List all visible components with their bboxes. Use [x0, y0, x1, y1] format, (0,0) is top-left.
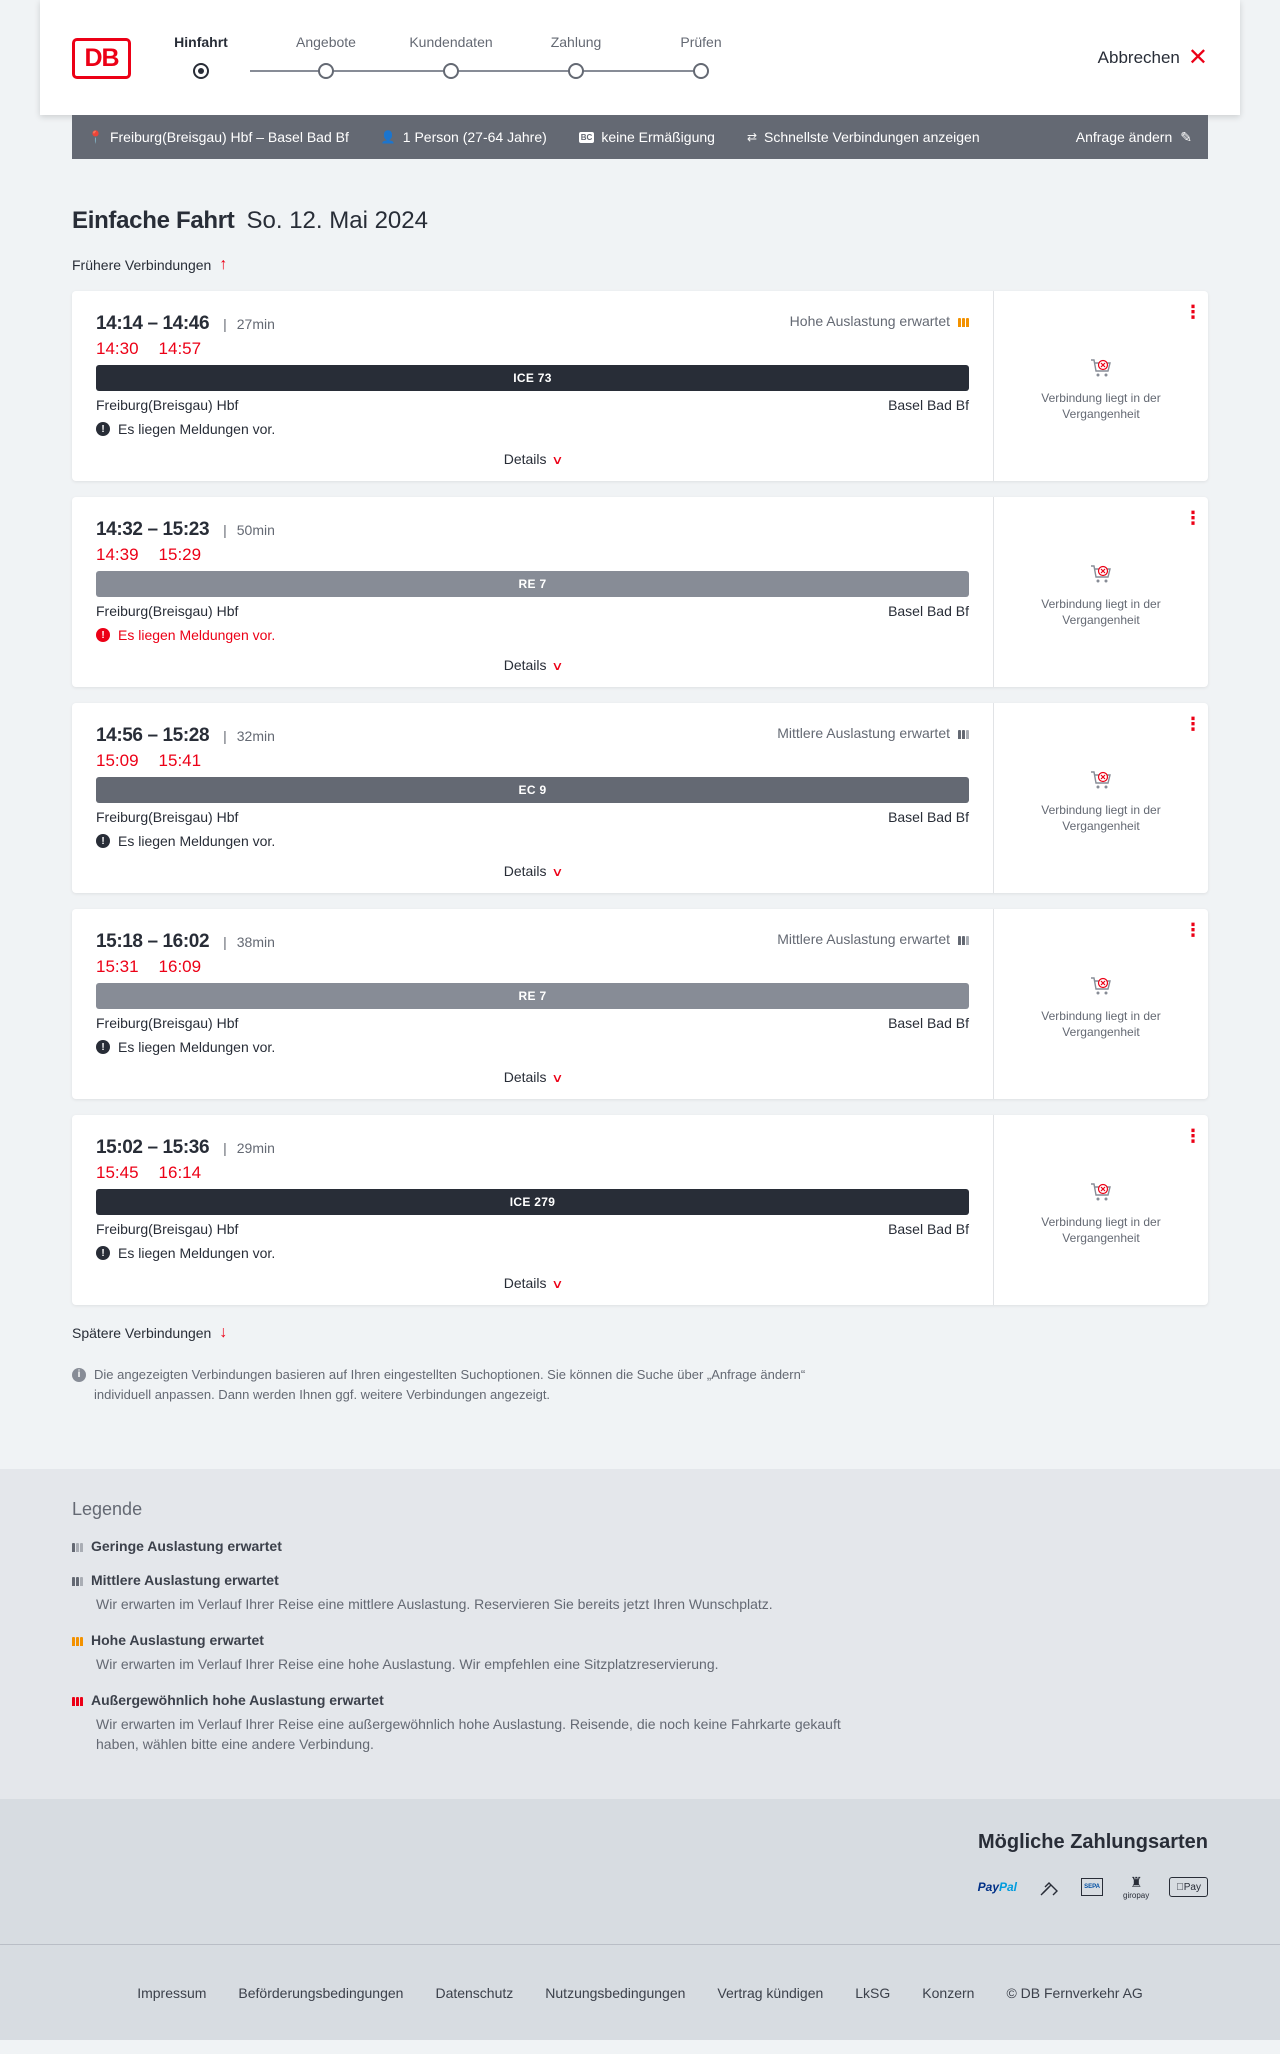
legend-list — [72, 1538, 1208, 1754]
realtime-departure: 14:39 — [96, 545, 139, 564]
chevron-down-icon: ∨ — [550, 659, 564, 673]
arrival-station: Basel Bad Bf — [888, 1221, 969, 1237]
occupancy-text: Mittlere Auslastung erwartet — [777, 725, 950, 741]
footer-link[interactable]: LkSG — [855, 1984, 891, 2001]
apple-pay-icon — [1169, 1877, 1208, 1897]
pencil-icon: ✎ — [1180, 128, 1192, 145]
header — [40, 0, 1240, 115]
realtime-arrival: 16:09 — [158, 957, 202, 976]
step-angebote[interactable] — [266, 34, 386, 79]
footer-link: © DB Fernverkehr AG — [1006, 1984, 1143, 2001]
connection-details — [72, 703, 994, 893]
sepa-icon: SEPA — [1081, 1873, 1103, 1901]
train-bar[interactable]: EC 9 — [96, 777, 969, 803]
info-text: Die angezeigten Verbindungen basieren auf Ihren eingestellten Suchoptionen. Sie können die Suche über „Anfrage ändern“ individuell anpassen. Dann werden Ihnen ggf. weitere Verbindungen angezeigt. — [94, 1367, 806, 1402]
footer-link[interactable]: Beförderungsbedingungen — [238, 1984, 404, 2001]
passenger-text: 1 Person (27-64 Jahre) — [402, 129, 547, 145]
step-dot — [568, 63, 584, 79]
booking-panel — [994, 497, 1208, 687]
realtime-departure: 15:45 — [96, 1163, 139, 1182]
later-connections-link[interactable] — [72, 1323, 1208, 1343]
train-bar[interactable]: RE 7 — [96, 571, 969, 597]
occupancy-indicator — [790, 313, 969, 329]
step-label: Zahlung — [550, 34, 602, 50]
person-icon: 👤 — [380, 130, 396, 144]
swap-arrows-icon: ⇄ — [746, 130, 758, 144]
occupancy-indicator — [777, 725, 969, 741]
stations — [96, 1221, 969, 1239]
search-summary-bar — [72, 115, 1208, 159]
arrival-station: Basel Bad Bf — [888, 397, 969, 413]
message-text: Es liegen Meldungen vor. — [118, 833, 276, 849]
discount-text: keine Ermäßigung — [601, 129, 715, 145]
legend-title: Legende — [72, 1499, 143, 1519]
credit-card-hand-icon — [1037, 1873, 1061, 1901]
arrival-station: Basel Bad Bf — [888, 1015, 969, 1031]
connection-card[interactable] — [72, 703, 1208, 893]
chevron-down-icon: ∨ — [550, 1071, 564, 1085]
booking-panel — [994, 909, 1208, 1099]
step-dot — [443, 63, 459, 79]
duration: 29min — [236, 1140, 275, 1156]
booking-panel — [994, 1115, 1208, 1305]
realtime-arrival: 16:14 — [158, 1163, 202, 1182]
realtime-arrival: 15:41 — [158, 751, 202, 770]
legend-item — [72, 1632, 1208, 1674]
connection-list — [72, 291, 1208, 1305]
connection-card[interactable] — [72, 909, 1208, 1099]
train-bar[interactable]: RE 7 — [96, 983, 969, 1009]
details-label: Details — [503, 1275, 547, 1291]
passenger-summary — [381, 129, 547, 145]
departure-station: Freiburg(Breisgau) Hbf — [96, 397, 239, 413]
realtime-times — [96, 749, 969, 773]
message-notice — [96, 420, 969, 438]
connection-card[interactable] — [72, 1115, 1208, 1305]
trip-date: So. 12. Mai 2024 — [246, 207, 428, 234]
info-note — [72, 1365, 852, 1405]
planned-time-range: 14:32 – 15:23 — [96, 519, 210, 540]
legend-item-label: Außergewöhnlich hohe Auslastung erwartet — [91, 1692, 384, 1708]
occupancy-mid-icon — [958, 727, 969, 739]
connection-details — [72, 291, 994, 481]
trip-type: Einfache Fahrt — [72, 207, 235, 234]
realtime-times — [96, 337, 969, 361]
chevron-down-icon: ∨ — [550, 865, 564, 879]
departure-station: Freiburg(Breisgau) Hbf — [96, 603, 239, 619]
realtime-arrival: 14:57 — [158, 339, 202, 358]
step-dot — [318, 63, 334, 79]
exclamation-icon: ! — [96, 628, 110, 642]
message-notice — [96, 832, 969, 850]
past-connection-text: Verbindung liegt in der Vergangenheit — [1041, 391, 1161, 421]
realtime-times — [96, 543, 969, 567]
legend-item — [72, 1692, 1208, 1754]
planned-times — [96, 1135, 969, 1161]
separator: | — [223, 1140, 227, 1156]
booking-panel — [994, 703, 1208, 893]
legend — [0, 1469, 1280, 1799]
past-connection-text: Verbindung liegt in der Vergangenheit — [1041, 597, 1161, 627]
legend-item-label: Mittlere Auslastung erwartet — [91, 1572, 279, 1588]
message-text: Es liegen Meldungen vor. — [118, 421, 276, 437]
legend-item-title — [72, 1692, 1208, 1708]
more-options-icon[interactable]: ⋮ — [1184, 920, 1202, 940]
separator: | — [223, 522, 227, 538]
paypal-text-b: Pal — [999, 1880, 1018, 1894]
paypal-icon — [978, 1873, 1017, 1901]
cart-unavailable-icon — [1089, 768, 1113, 792]
step-kundendaten[interactable] — [391, 34, 511, 79]
payment-icons — [978, 1873, 1208, 1901]
details-toggle[interactable] — [72, 863, 993, 879]
train-bar[interactable]: ICE 73 — [96, 365, 969, 391]
footer-link[interactable]: Nutzungsbedingungen — [545, 1984, 686, 2001]
occupancy-indicator — [777, 931, 969, 947]
stations — [96, 397, 969, 415]
past-connection-text: Verbindung liegt in der Vergangenheit — [1041, 803, 1161, 833]
exclamation-icon: ! — [96, 422, 110, 436]
search-option-text: Schnellste Verbindungen anzeigen — [764, 129, 980, 145]
apple-pay-text: Pay — [1183, 1881, 1201, 1893]
duration: 38min — [236, 934, 275, 950]
route-text: Freiburg(Breisgau) Hbf – Basel Bad Bf — [109, 129, 349, 145]
edit-query-label: Anfrage ändern — [1075, 129, 1173, 145]
search-option-summary — [747, 129, 980, 145]
more-options-icon[interactable]: ⋮ — [1184, 508, 1202, 528]
message-notice — [96, 626, 969, 644]
planned-time-range: 15:18 – 16:02 — [96, 931, 210, 952]
more-options-icon[interactable]: ⋮ — [1184, 1126, 1202, 1146]
legend-item-title — [72, 1632, 1208, 1648]
arrow-up-icon: ↑ — [219, 256, 228, 273]
exclamation-icon: ! — [96, 1246, 110, 1260]
planned-times — [96, 517, 969, 543]
details-toggle[interactable] — [72, 1275, 993, 1291]
occupancy-low-icon — [72, 1540, 83, 1552]
db-logo[interactable]: DB — [72, 38, 131, 79]
later-connections-label: Spätere Verbindungen — [72, 1325, 212, 1341]
legend-item-label: Geringe Auslastung erwartet — [91, 1538, 282, 1554]
legend-item-title — [72, 1538, 1208, 1554]
occupancy-high-icon — [72, 1634, 83, 1646]
step-label: Hinfahrt — [174, 34, 228, 50]
past-connection-text: Verbindung liegt in der Vergangenheit — [1041, 1009, 1161, 1039]
close-icon: ✕ — [1187, 44, 1208, 71]
step-dot — [693, 63, 709, 79]
occupancy-text: Hohe Auslastung erwartet — [789, 313, 950, 329]
separator: | — [223, 934, 227, 950]
train-bar[interactable]: ICE 279 — [96, 1189, 969, 1215]
discount-summary — [579, 129, 715, 145]
earlier-connections-label: Frühere Verbindungen — [72, 257, 212, 273]
booking-stepper — [174, 34, 722, 84]
arrival-station: Basel Bad Bf — [888, 809, 969, 825]
details-toggle[interactable] — [72, 1069, 993, 1085]
legend-item-description: Wir erwarten im Verlauf Ihrer Reise eine außergewöhnlich hohe Auslastung. Reisende, die noch keine Fahrkarte gekauft haben, wählen bitte eine andere Verbindung. — [96, 1716, 841, 1752]
connection-card[interactable] — [72, 497, 1208, 687]
stations — [96, 809, 969, 827]
planned-time-range: 14:14 – 14:46 — [96, 313, 210, 334]
departure-station: Freiburg(Breisgau) Hbf — [96, 809, 239, 825]
details-label: Details — [503, 863, 547, 879]
footer-link[interactable]: Impressum — [137, 1984, 207, 2001]
cancel-button[interactable] — [1097, 44, 1208, 71]
legend-item — [72, 1572, 1208, 1614]
separator: | — [223, 728, 227, 744]
realtime-times — [96, 955, 969, 979]
details-toggle[interactable] — [72, 657, 993, 673]
giropay-symbol: ♜ — [1129, 1874, 1143, 1890]
legend-item-description: Wir erwarten im Verlauf Ihrer Reise eine hohe Auslastung. Wir empfehlen eine Sitzplatzreservierung. — [96, 1656, 719, 1672]
stations — [96, 1015, 969, 1033]
duration: 32min — [236, 728, 275, 744]
earlier-connections-link[interactable] — [72, 255, 1208, 275]
departure-station: Freiburg(Breisgau) Hbf — [96, 1015, 239, 1031]
legend-item-title — [72, 1572, 1208, 1588]
realtime-times — [96, 1161, 969, 1185]
details-label: Details — [503, 657, 547, 673]
location-pin-icon: 📍 — [88, 130, 103, 144]
cart-unavailable-icon — [1089, 1180, 1113, 1204]
giropay-text: giropay — [1123, 1891, 1150, 1900]
cart-unavailable-icon — [1089, 974, 1113, 998]
connection-details — [72, 497, 994, 687]
step-label: Prüfen — [680, 34, 722, 50]
footer-link[interactable]: Vertrag kündigen — [717, 1984, 824, 2001]
giropay-icon — [1123, 1873, 1149, 1901]
step-pruefen[interactable] — [641, 34, 761, 79]
duration: 50min — [236, 522, 275, 538]
paypal-text-a: Pay — [977, 1880, 999, 1894]
bahncard-icon: BC — [580, 132, 593, 142]
planned-time-range: 15:02 – 15:36 — [96, 1137, 210, 1158]
message-notice — [96, 1038, 969, 1056]
connection-details — [72, 1115, 994, 1305]
legend-item-description: Wir erwarten im Verlauf Ihrer Reise eine mittlere Auslastung. Reservieren Sie bereits jetzt Ihren Wunschplatz. — [96, 1596, 773, 1612]
message-notice — [96, 1244, 969, 1262]
more-options-icon[interactable]: ⋮ — [1184, 302, 1202, 322]
payment-title: Mögliche Zahlungsarten — [977, 1831, 1208, 1853]
footer — [0, 1944, 1280, 2040]
details-toggle[interactable] — [72, 451, 993, 467]
occupancy-mid-icon — [72, 1574, 83, 1586]
cancel-label: Abbrechen — [1097, 48, 1180, 67]
duration: 27min — [236, 316, 275, 332]
details-label: Details — [503, 451, 547, 467]
cart-unavailable-icon — [1089, 356, 1113, 380]
booking-panel — [994, 291, 1208, 481]
occupancy-text: Mittlere Auslastung erwartet — [777, 931, 950, 947]
legend-item-label: Hohe Auslastung erwartet — [91, 1632, 264, 1648]
route-summary — [88, 129, 349, 145]
occupancy-high-icon — [958, 315, 969, 327]
footer-link[interactable]: Datenschutz — [435, 1984, 514, 2001]
step-label: Kundendaten — [409, 34, 493, 50]
exclamation-icon: ! — [96, 1040, 110, 1054]
chevron-down-icon: ∨ — [550, 453, 564, 467]
edit-query-button[interactable] — [1076, 129, 1192, 146]
message-text: Es liegen Meldungen vor. — [118, 1245, 276, 1261]
chevron-down-icon: ∨ — [550, 1277, 564, 1291]
details-label: Details — [503, 1069, 547, 1085]
message-text: Es liegen Meldungen vor. — [118, 1039, 276, 1055]
connection-details — [72, 909, 994, 1099]
message-text: Es liegen Meldungen vor. — [118, 627, 276, 643]
arrow-down-icon: ↓ — [219, 1324, 228, 1341]
occupancy-extreme-icon — [72, 1694, 83, 1706]
exclamation-icon: ! — [96, 834, 110, 848]
step-dot — [193, 63, 209, 79]
legend-item — [72, 1538, 1208, 1554]
main-content — [0, 207, 1280, 1405]
past-connection-text: Verbindung liegt in der Vergangenheit — [1041, 1215, 1161, 1245]
connection-card[interactable] — [72, 291, 1208, 481]
more-options-icon[interactable]: ⋮ — [1184, 714, 1202, 734]
payment-methods — [0, 1799, 1280, 1944]
occupancy-mid-icon — [958, 933, 969, 945]
realtime-departure: 15:09 — [96, 751, 139, 770]
arrival-station: Basel Bad Bf — [888, 603, 969, 619]
realtime-arrival: 15:29 — [158, 545, 202, 564]
footer-link[interactable]: Konzern — [922, 1984, 975, 2001]
page-title — [72, 207, 1208, 235]
info-icon: i — [72, 1368, 86, 1382]
stations — [96, 603, 969, 621]
realtime-departure: 14:30 — [96, 339, 139, 358]
separator: | — [223, 316, 227, 332]
planned-time-range: 14:56 – 15:28 — [96, 725, 210, 746]
cart-unavailable-icon — [1089, 562, 1113, 586]
realtime-departure: 15:31 — [96, 957, 139, 976]
step-zahlung[interactable] — [516, 34, 636, 79]
step-hinfahrt[interactable] — [141, 34, 261, 79]
step-label: Angebote — [296, 34, 356, 50]
departure-station: Freiburg(Breisgau) Hbf — [96, 1221, 239, 1237]
